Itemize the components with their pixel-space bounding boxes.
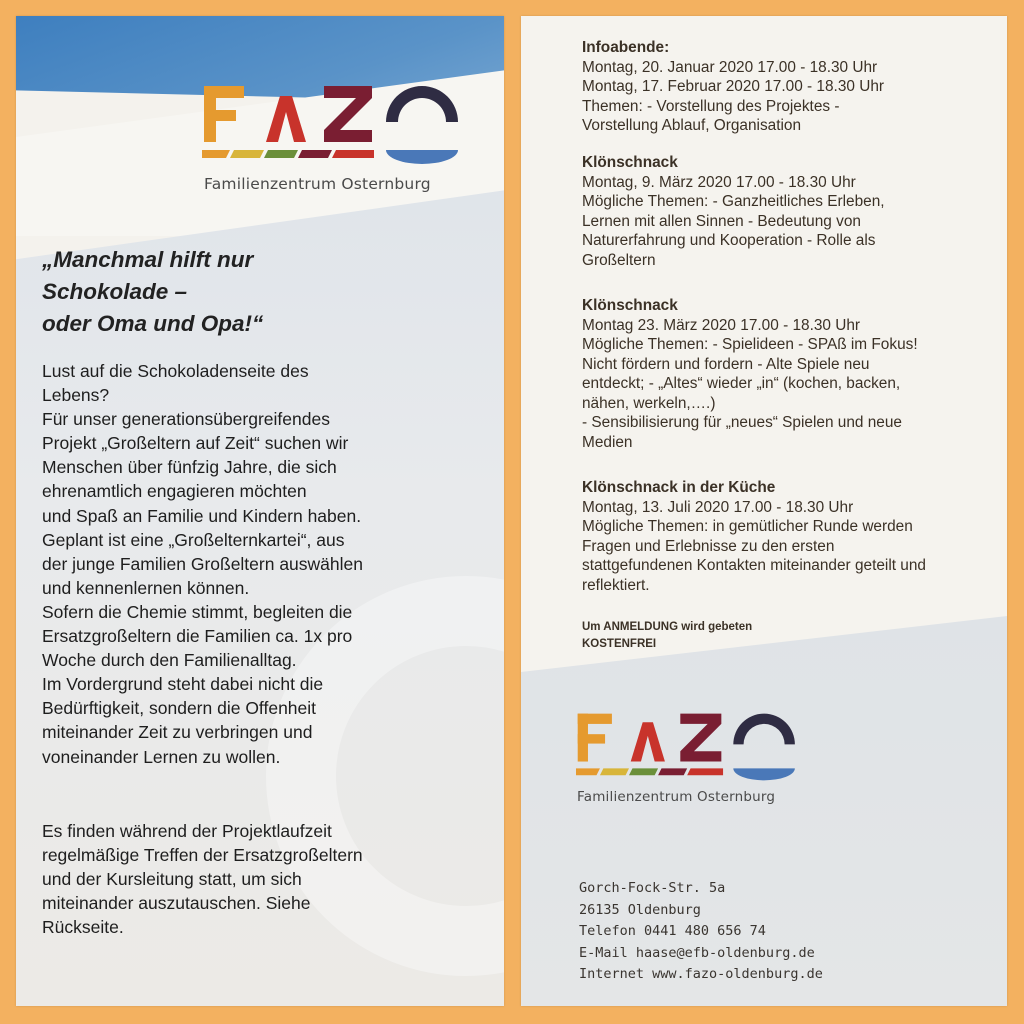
paragraph-line: Geplant ist eine „Großelternkartei“, aus bbox=[42, 529, 345, 550]
contact-line: Gorch-Fock-Str. 5a bbox=[579, 880, 726, 896]
section-line: Themen: - Vorstellung des Projektes - bbox=[582, 97, 840, 115]
section-heading: Klönschnack in der Küche bbox=[582, 479, 776, 496]
paragraph-line: Menschen über fünfzig Jahre, die sich bbox=[42, 457, 337, 478]
fazo-logo-back bbox=[576, 710, 800, 805]
paragraph-line: Woche durch den Familienalltag. bbox=[42, 650, 297, 671]
section-line: stattgefundenen Kontakten miteinander geteilt und bbox=[582, 557, 926, 574]
paragraph-line: Lust auf die Schokoladenseite des bbox=[42, 361, 309, 381]
registration-line: KOSTENFREI bbox=[582, 638, 657, 650]
section-line: reflektiert. bbox=[582, 576, 650, 594]
quote-line: „Manchmal hilft nur bbox=[42, 247, 254, 272]
paragraph-line: Ersatzgroßeltern die Familien ca. 1x pro bbox=[42, 626, 353, 647]
section-line: Lernen mit allen Sinnen - Bedeutung von bbox=[582, 212, 861, 230]
closing-line: regelmäßige Treffen der Ersatzgroßeltern bbox=[42, 845, 363, 866]
section-infoabende bbox=[582, 38, 992, 136]
paragraph-line: Bedürftigkeit, sondern die Offenheit bbox=[42, 698, 317, 719]
paragraph-line: und kennenlernen können. bbox=[42, 577, 250, 598]
paragraph-line: voneinander Lernen zu wollen. bbox=[42, 746, 281, 767]
flyer-front bbox=[16, 16, 504, 1006]
section-kloenschnack-1 bbox=[582, 153, 992, 270]
fazo-logo bbox=[202, 82, 464, 193]
contact-line: Internet www.fazo-oldenburg.de bbox=[579, 966, 823, 982]
section-line: Vorstellung Ablauf, Organisation bbox=[582, 117, 802, 134]
intro-paragraph bbox=[42, 359, 482, 769]
closing-line: Rückseite. bbox=[42, 917, 124, 938]
section-line: Montag, 20. Januar 2020 17.00 - 18.30 Uhr bbox=[582, 58, 878, 76]
section-line: Montag, 17. Februar 2020 17.00 - 18.30 Uhr bbox=[582, 78, 885, 95]
closing-line: und der Kursleitung statt, um sich bbox=[42, 869, 302, 890]
paragraph-line: Im Vordergrund steht dabei nicht die bbox=[42, 674, 324, 695]
paragraph-line: der junge Familien Großeltern auswählen bbox=[42, 553, 363, 574]
contact-block bbox=[579, 878, 823, 986]
section-heading: Infoabende: bbox=[582, 39, 670, 56]
section-line: Fragen und Erlebnisse zu den ersten bbox=[582, 537, 835, 555]
paragraph-line: miteinander Zeit zu verbringen und bbox=[42, 722, 313, 743]
registration-line: Um ANMELDUNG wird gebeten bbox=[582, 621, 753, 633]
section-kloenschnack-2 bbox=[582, 296, 992, 452]
quote-line: Schokolade – bbox=[42, 279, 188, 304]
contact-line: E-Mail haase@efb-oldenburg.de bbox=[579, 944, 815, 961]
section-kloenschnack-kueche bbox=[582, 478, 992, 595]
paragraph-line: Für unser generationsübergreifendes bbox=[42, 409, 330, 430]
closing-line: Es finden während der Projektlaufzeit bbox=[42, 821, 332, 841]
section-line: Medien bbox=[582, 433, 633, 451]
paragraph-line: ehrenamtlich engagieren möchten bbox=[42, 481, 307, 502]
section-line: Mögliche Themen: - Spielideen - SPAß im Fokus! bbox=[582, 336, 918, 353]
section-line: - Sensibilisierung für „neues“ Spielen und neue bbox=[582, 414, 902, 431]
section-line: Montag, 13. Juli 2020 17.00 - 18.30 Uhr bbox=[582, 498, 854, 516]
section-line: Mögliche Themen: - Ganzheitliches Erleben, bbox=[582, 193, 885, 210]
logo-subtitle: Familienzentrum Osternburg bbox=[204, 175, 431, 193]
closing-line: miteinander auszutauschen. Siehe bbox=[42, 893, 311, 914]
logo-subtitle: Familienzentrum Osternburg bbox=[577, 789, 776, 805]
closing-paragraph bbox=[42, 819, 482, 939]
quote-line: oder Oma und Opa!“ bbox=[42, 311, 264, 336]
section-heading: Klönschnack bbox=[582, 154, 678, 171]
section-line: nähen, werkeln,….) bbox=[582, 394, 716, 412]
flyer-back bbox=[521, 16, 1007, 1006]
paragraph-line: Sofern die Chemie stimmt, begleiten die bbox=[42, 601, 353, 622]
fazo-logo-mark bbox=[576, 710, 800, 784]
section-line: Montag 23. März 2020 17.00 - 18.30 Uhr bbox=[582, 316, 861, 334]
headline-quote bbox=[42, 244, 482, 340]
registration-note bbox=[582, 619, 752, 653]
paragraph-line: Lebens? bbox=[42, 385, 110, 406]
section-line: Großeltern bbox=[582, 251, 656, 269]
section-line: entdeckt; - „Altes“ wieder „in“ (kochen, backen, bbox=[582, 375, 901, 392]
section-line: Naturerfahrung und Kooperation - Rolle als bbox=[582, 232, 876, 249]
paragraph-line: Projekt „Großeltern auf Zeit“ suchen wir bbox=[42, 433, 349, 454]
section-line: Mögliche Themen: in gemütlicher Runde werden bbox=[582, 518, 913, 535]
section-line: Montag, 9. März 2020 17.00 - 18.30 Uhr bbox=[582, 173, 856, 191]
contact-line: 26135 Oldenburg bbox=[579, 901, 701, 918]
section-line: Nicht fördern und fordern - Alte Spiele neu bbox=[582, 355, 870, 373]
paragraph-line: und Spaß an Familie und Kindern haben. bbox=[42, 505, 362, 526]
contact-line: Telefon 0441 480 656 74 bbox=[579, 923, 766, 939]
section-heading: Klönschnack bbox=[582, 297, 678, 314]
fazo-logo-mark bbox=[202, 82, 464, 168]
